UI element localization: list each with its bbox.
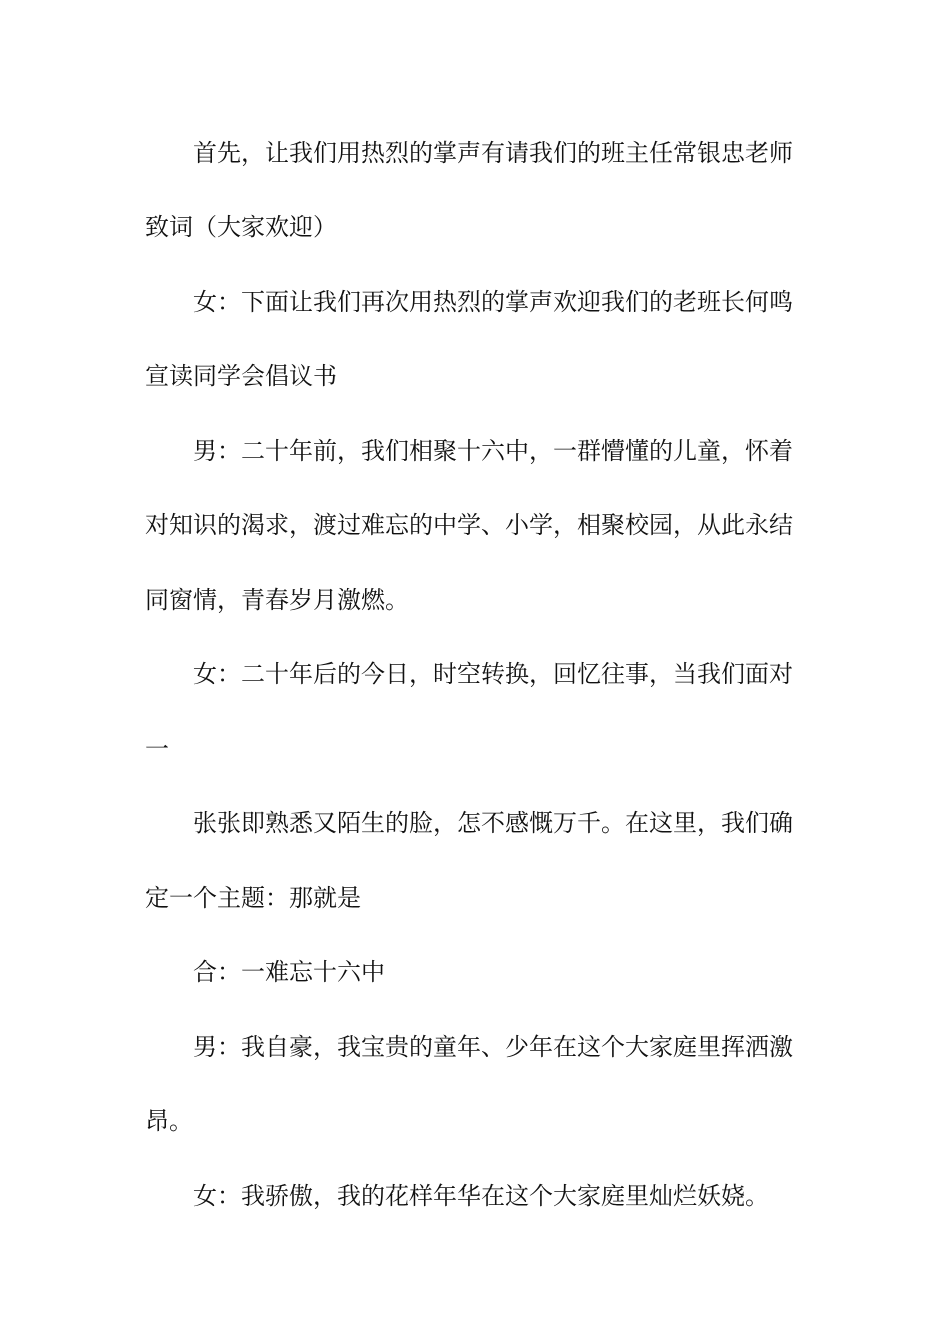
paragraph-line-10: 张张即熟悉又陌生的脸，怎不感慨万千。在这里，我们确 — [193, 809, 793, 837]
paragraph-line-11: 定一个主题：那就是 — [145, 884, 361, 912]
paragraph-line-13: 男：我自豪，我宝贵的童年、少年在这个大家庭里挥洒激 — [193, 1033, 793, 1061]
paragraph-line-8: 女：二十年后的今日，时空转换，回忆往事，当我们面对 — [193, 660, 793, 688]
paragraph-line-3: 女：下面让我们再次用热烈的掌声欢迎我们的老班长何鸣 — [193, 288, 793, 316]
paragraph-line-4: 宣读同学会倡议书 — [145, 362, 337, 390]
paragraph-line-2: 致词（大家欢迎） — [145, 213, 337, 241]
paragraph-line-6: 对知识的渴求，渡过难忘的中学、小学，相聚校园，从此永结 — [145, 511, 793, 539]
paragraph-line-5: 男：二十年前，我们相聚十六中，一群懵懂的儿童，怀着 — [193, 437, 793, 465]
paragraph-line-15: 女：我骄傲，我的花样年华在这个大家庭里灿烂妖娆。 — [193, 1182, 769, 1210]
paragraph-line-9: 一 — [145, 735, 169, 763]
paragraph-line-1: 首先，让我们用热烈的掌声有请我们的班主任常银忠老师 — [193, 139, 793, 167]
paragraph-line-12: 合：一难忘十六中 — [193, 958, 385, 986]
paragraph-line-14: 昂。 — [145, 1107, 193, 1135]
paragraph-line-7: 同窗情，青春岁月激燃。 — [145, 586, 409, 614]
